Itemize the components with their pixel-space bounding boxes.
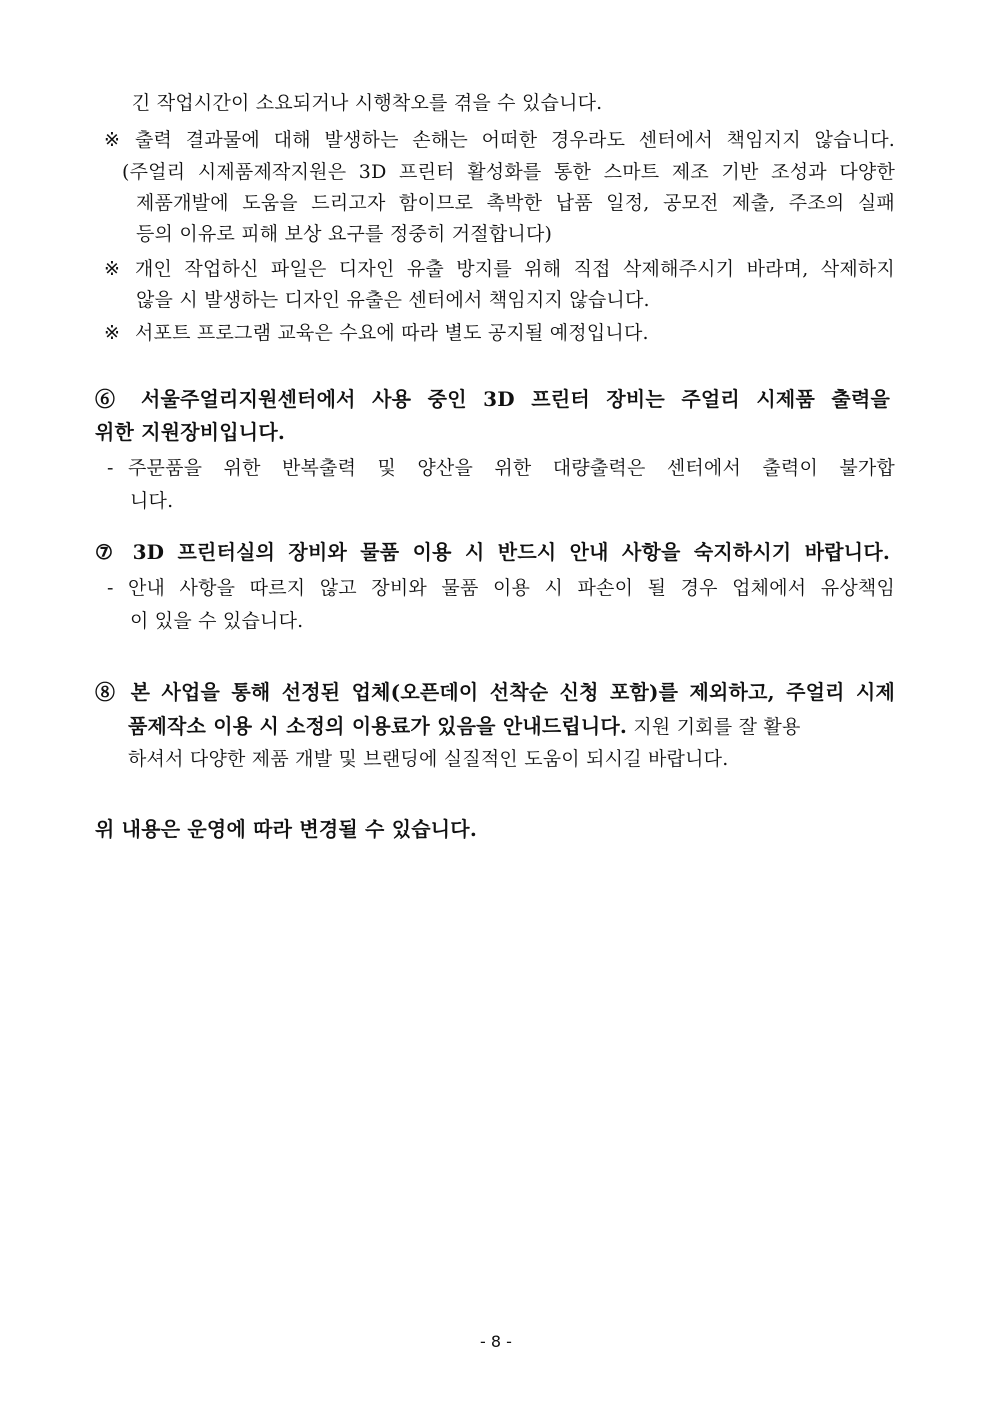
- item-8-regular-text: 지원 기회를 잘 활용: [627, 716, 801, 738]
- item-6-bullet-line-1: 주문품을 위한 반복출력 및 양산을 위한 대량출력은 센터에서 출력이 불가합: [128, 457, 895, 479]
- reference-mark: ※: [104, 129, 120, 151]
- item-8-heading-line-1: ⑧ 본 사업을 통해 선정된 업체(오픈데이 선착순 신청 포함)를 제외하고, 주얼리 시제: [95, 680, 895, 704]
- item-6-heading-line-1: ⑥ 서울주얼리지원센터에서 사용 중인 3D 프린터 장비는 주얼리 시제품 출력을: [95, 387, 890, 411]
- note-file-deletion-line-2: 않을 시 발생하는 디자인 유출은 센터에서 책임지지 않습니다.: [136, 289, 650, 311]
- page-number: - 8 -: [480, 1332, 512, 1351]
- item-8-line-3: 하셔서 다양한 제품 개발 및 브랜딩에 실질적인 도움이 되시길 바랍니다.: [128, 748, 729, 770]
- closing-statement: 위 내용은 운영에 따라 변경될 수 있습니다.: [95, 817, 477, 841]
- note-support-program: 서포트 프로그램 교육은 수요에 따라 별도 공지될 예정입니다.: [135, 322, 649, 344]
- note-paren-line-3: 등의 이유로 피해 보상 요구를 정중히 거절합니다): [136, 223, 553, 245]
- continuation-line: 긴 작업시간이 소요되거나 시행착오를 겪을 수 있습니다.: [132, 92, 603, 114]
- reference-mark: ※: [104, 258, 120, 280]
- note-paren-line-1: (주얼리 시제품제작지원은 3D 프린터 활성화를 통한 스마트 제조 기반 조성과 다양한: [122, 161, 895, 183]
- item-6-bullet-line-2: 니다.: [130, 490, 174, 512]
- note-liability: 출력 결과물에 대해 발생하는 손해는 어떠한 경우라도 센터에서 책임지지 않습니다.: [135, 129, 895, 151]
- dash-bullet: -: [107, 457, 114, 479]
- item-8-heading-line-2: [128, 711, 801, 742]
- dash-bullet: -: [107, 577, 114, 599]
- item-7-bullet-line-1: 안내 사항을 따르지 않고 장비와 물품 이용 시 파손이 될 경우 업체에서 유상책임: [128, 577, 895, 599]
- item-8-bold-text: 품제작소 이용 시 소정의 이용료가 있음을 안내드립니다.: [128, 714, 628, 738]
- item-7-bullet-line-2: 이 있을 수 있습니다.: [130, 610, 304, 632]
- note-file-deletion-line-1: 개인 작업하신 파일은 디자인 유출 방지를 위해 직접 삭제해주시기 바라며, 삭제하지: [135, 258, 895, 280]
- note-paren-line-2: 제품개발에 도움을 드리고자 함이므로 촉박한 납품 일정, 공모전 제출, 주조의 실패: [136, 192, 895, 214]
- reference-mark: ※: [104, 322, 120, 344]
- item-6-heading-line-2: 위한 지원장비입니다.: [95, 420, 286, 444]
- item-7-heading: ⑦ 3D 프린터실의 장비와 물품 이용 시 반드시 안내 사항을 숙지하시기 바랍니다.: [95, 540, 890, 564]
